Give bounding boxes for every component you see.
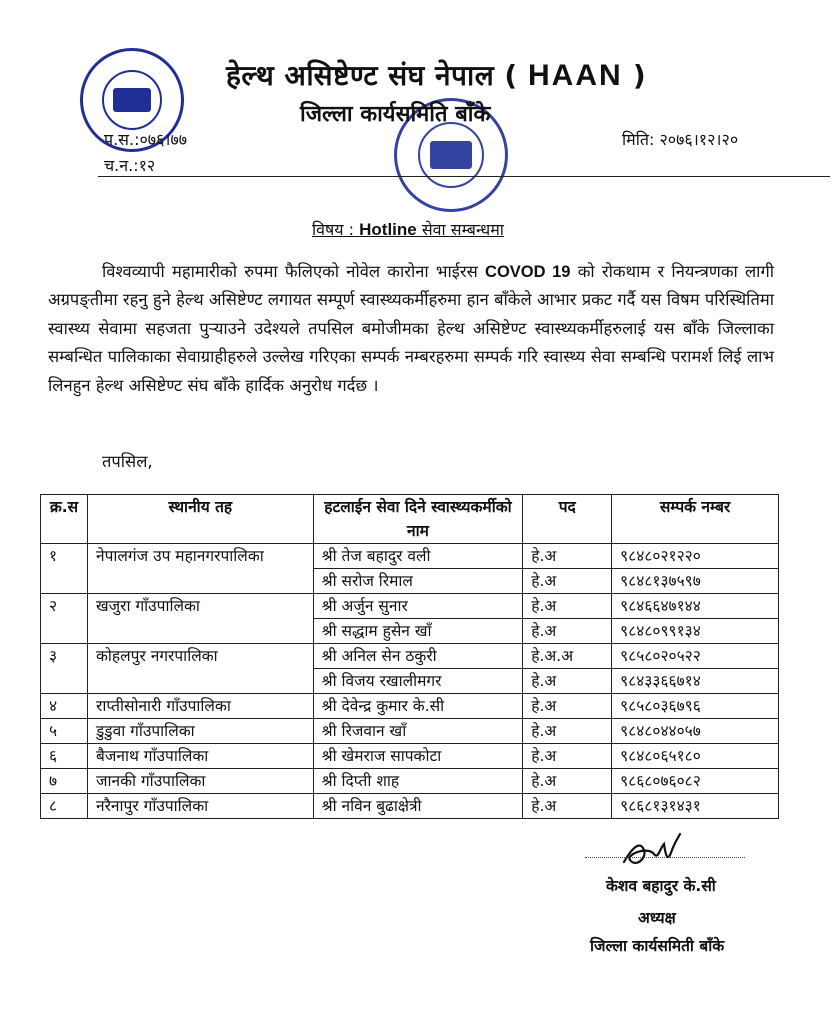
local-level-cell: बैजनाथ गाँउपालिका (87, 744, 313, 769)
signatory-title: अध्यक्ष (638, 909, 676, 927)
serial-cell: ८ (41, 794, 88, 819)
worker-name-cell: श्री अर्जुन सुनार (313, 594, 523, 619)
col-header-serial: क्र.स (41, 495, 88, 544)
post-cell: हे.अ (523, 794, 612, 819)
org-title-text: हेल्थ असिष्टेण्ट संघ नेपाल ( (226, 59, 518, 92)
col-header-contact: सम्पर्क नम्बर (612, 495, 779, 544)
hotline-contact-table (40, 494, 779, 819)
signatory-name: केशव बहादुर के.सी (606, 877, 716, 895)
phone-cell: ९८४८०९९१३४ (612, 619, 779, 644)
table-row (41, 544, 779, 569)
worker-name-cell: श्री अनिल सेन ठकुरी (313, 644, 523, 669)
phone-cell: ९८६८१३१४३१ (612, 794, 779, 819)
worker-name-cell: श्री दिप्ती शाह (313, 769, 523, 794)
serial-cell: ४ (41, 694, 88, 719)
col-header-post: पद (523, 495, 612, 544)
worker-name-cell: श्री नविन बुढाक्षेत्री (313, 794, 523, 819)
post-cell: हे.अ (523, 619, 612, 644)
org-title-close: ) (632, 59, 647, 92)
table-row (41, 644, 779, 669)
phone-cell: ९८४८०४४०५७ (612, 719, 779, 744)
signatory-committee: जिल्ला कार्यसमिती बाँके (590, 937, 725, 955)
phone-cell: ९८४३३६६७१४ (612, 669, 779, 694)
annex-label: तपसिल, (102, 452, 153, 471)
worker-name-cell: श्री विजय रखालीमगर (313, 669, 523, 694)
local-level-cell: कोहलपुर नगरपालिका (87, 644, 313, 694)
committee-title: जिल्ला कार्यसमिति बाँके (300, 102, 491, 127)
serial-cell: १ (41, 544, 88, 594)
post-cell: हे.अ (523, 594, 612, 619)
reference-number: प.स.:०७६।७७ (104, 130, 188, 149)
table-row (41, 694, 779, 719)
body-paragraph (48, 258, 774, 400)
table-row (41, 744, 779, 769)
phone-cell: ९८४८०२१२२० (612, 544, 779, 569)
subject-line (312, 218, 504, 240)
phone-cell: ९८५८०२०५२२ (612, 644, 779, 669)
post-cell: हे.अ (523, 544, 612, 569)
post-cell: हे.अ (523, 719, 612, 744)
body-text-lead: विश्वव्यापी महामारीको रुपमा फैलिएको नोवेल कारोना भाईरस (102, 262, 478, 281)
local-level-cell: नेपालगंज उप महानगरपालिका (87, 544, 313, 594)
body-text-rest: को रोकथाम र नियन्त्रणका लागी अग्रपङ्तीमा रहनु हुने हेल्थ असिष्टेण्ट लगायत सम्पूर्ण स्वास्थ्यकर्मीहरुमा हान बाँकेले आभार प्रकट गर्दै यस विषम परिस्थितिमा स्वास्थ्य सेवामा सहजता पुर्‍याउने उदेश्यले तपसिल बमोजीमका हेल्थ असिष्टेण्ट स्वास्थ्यकर्मीहरुलाई यस बाँके जिल्लाका सम्बन्धित पालिकाका सेवाग्राहीहरुले उल्लेख गरिएका सम्पर्क नम्बरहरुमा सम्पर्क गरि स्वास्थ्य सेवा सम्बन्धि परामर्श लिई लाभ लिनहुन हेल्थ असिष्टेण्ट संघ बाँके हार्दिक अनुरोध गर्दछ । (48, 262, 775, 395)
worker-name-cell: श्री सरोज रिमाल (313, 569, 523, 594)
local-level-cell: जानकी गाँउपालिका (87, 769, 313, 794)
post-cell: हे.अ.अ (523, 644, 612, 669)
post-cell: हे.अ (523, 744, 612, 769)
local-level-cell: राप्तीसोनारी गाँउपालिका (87, 694, 313, 719)
serial-cell: ३ (41, 644, 88, 694)
serial-cell: ७ (41, 769, 88, 794)
subject-keyword: Hotline (359, 220, 417, 239)
table-row (41, 769, 779, 794)
org-abbreviation: HAAN (527, 59, 623, 92)
phone-cell: ९८४८०६५१८० (612, 744, 779, 769)
worker-name-cell: श्री रिजवान खाँ (313, 719, 523, 744)
phone-cell: ९८४६६४७१४४ (612, 594, 779, 619)
body-keyword: COVOD 19 (485, 263, 571, 281)
local-level-cell: डुडुवा गाँउपालिका (87, 719, 313, 744)
phone-cell: ९८६८०७६०८२ (612, 769, 779, 794)
worker-name-cell: श्री तेज बहादुर वली (313, 544, 523, 569)
signature-line (585, 857, 745, 858)
worker-name-cell: श्री सद्धाम हुसेन खाँ (313, 619, 523, 644)
col-header-health-worker: हटलाईन सेवा दिने स्वास्थ्यकर्मीको नाम (313, 495, 523, 544)
table-row (41, 794, 779, 819)
serial-cell: २ (41, 594, 88, 644)
worker-name-cell: श्री खेमराज सापकोटा (313, 744, 523, 769)
letter-date: मिति: २०७६।१२।२० (622, 130, 739, 149)
worker-name-cell: श्री देवेन्द्र कुमार के.सी (313, 694, 523, 719)
serial-cell: ५ (41, 719, 88, 744)
col-header-local-level: स्थानीय तह (87, 495, 313, 544)
org-title (226, 56, 646, 94)
serial-cell: ६ (41, 744, 88, 769)
post-cell: हे.अ (523, 669, 612, 694)
table-row (41, 594, 779, 619)
subject-prefix: विषय : (312, 220, 355, 239)
post-cell: हे.अ (523, 569, 612, 594)
handwritten-signature-icon (618, 828, 688, 874)
local-level-cell: नरैनापुर गाँउपालिका (87, 794, 313, 819)
post-cell: हे.अ (523, 769, 612, 794)
phone-cell: ९८४८१३७५९७ (612, 569, 779, 594)
header-divider (98, 176, 830, 177)
post-cell: हे.अ (523, 694, 612, 719)
local-level-cell: खजुरा गाँउपालिका (87, 594, 313, 644)
table-row (41, 719, 779, 744)
phone-cell: ९८५८०३६७९६ (612, 694, 779, 719)
subject-suffix: सेवा सम्बन्धमा (421, 220, 504, 239)
table-header-row (41, 495, 779, 544)
dispatch-number: च.न.:१२ (104, 156, 156, 175)
